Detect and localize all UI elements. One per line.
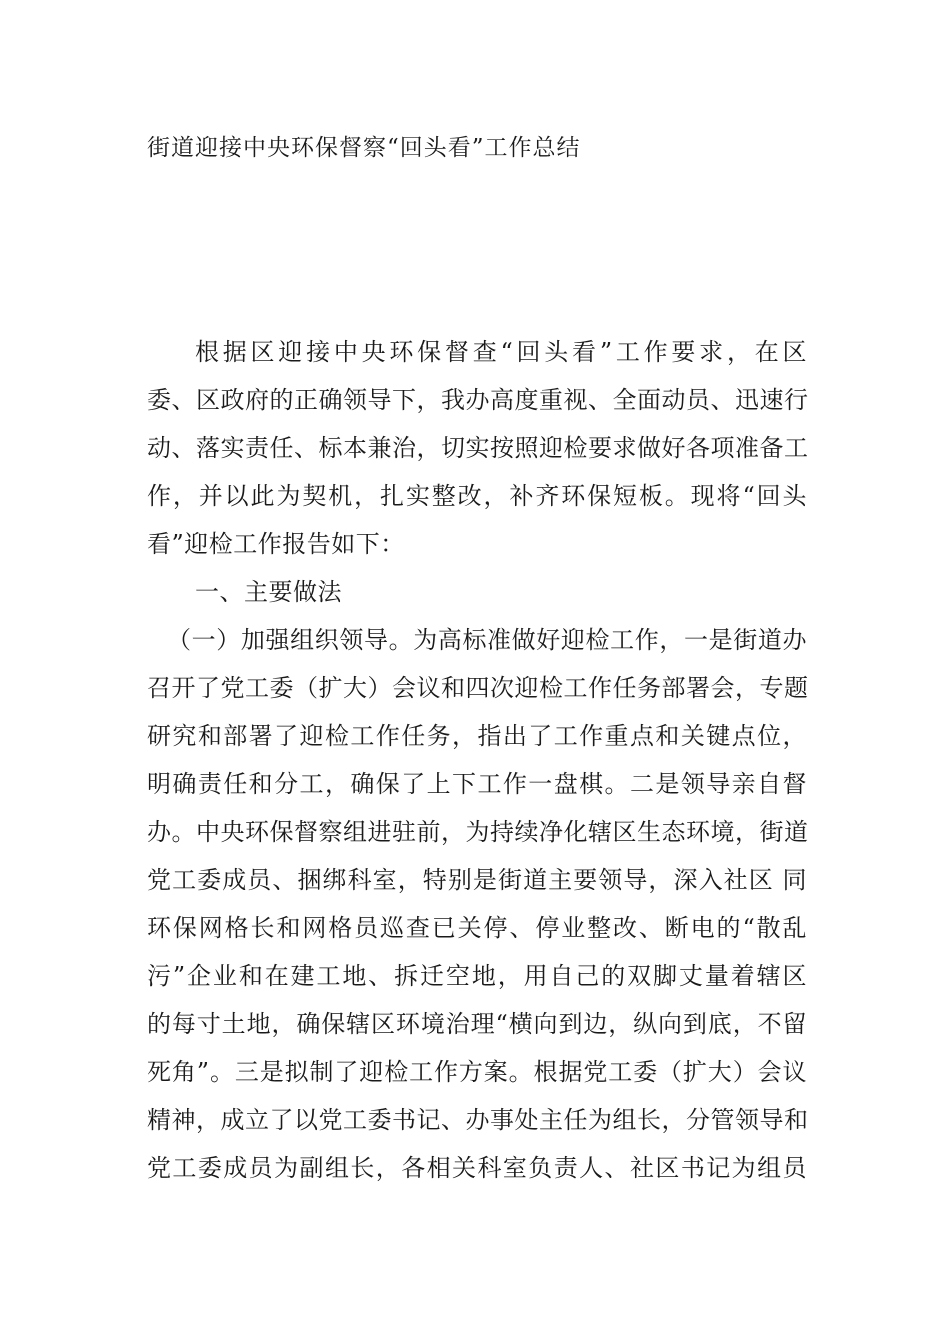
paragraph-line: 精神，成立了以党工委书记、办事处主任为组长，分管领导和 [147, 1106, 809, 1134]
paragraph-line: 明确责任和分工，确保了上下工作一盘棋。二是领导亲自督 [147, 770, 807, 798]
section-heading: 一、主要做法 [195, 578, 342, 606]
paragraph-line: 动、落实责任、标本兼治，切实按照迎检要求做好各项准备工 [147, 434, 809, 462]
paragraph-line: 委、区政府的正确领导下，我办高度重视、全面动员、迅速行 [147, 386, 809, 414]
paragraph-line: 作，并以此为契机，扎实整改，补齐环保短板。现将“回头 [147, 482, 807, 510]
document-body [147, 328, 807, 1192]
paragraph-line: 党工委成员、捆绑科室，特别是街道主要领导，深入社区 同 [147, 866, 807, 894]
paragraph-line: （一）加强组织领导。为高标准做好迎检工作，一是街道办 [167, 626, 807, 654]
paragraph-line: 研究和部署了迎检工作任务，指出了工作重点和关键点位， [147, 722, 807, 750]
document-title: 街道迎接中央环保督察“回头看”工作总结 [147, 135, 581, 161]
paragraph-line: 环保网格长和网格员巡查已关停、停业整改、断电的“散乱 [147, 914, 807, 942]
paragraph-line: 党工委成员为副组长，各相关科室负责人、社区书记为组员 [147, 1154, 807, 1182]
paragraph-line: 的每寸土地，确保辖区环境治理“横向到边，纵向到底，不留 [147, 1010, 807, 1038]
paragraph-line: 办。中央环保督察组进驻前，为持续净化辖区生态环境，街道 [147, 818, 809, 846]
paragraph-line: 召开了党工委（扩大）会议和四次迎检工作任务部署会，专题 [147, 674, 809, 702]
paragraph-line: 死角”。三是拟制了迎检工作方案。根据党工委（扩大）会议 [147, 1058, 807, 1086]
paragraph-line: 看”迎检工作报告如下： [147, 530, 405, 558]
paragraph-line: 污”企业和在建工地、拆迁空地，用自己的双脚丈量着辖区 [147, 962, 807, 990]
paragraph-line: 根据区迎接中央环保督查“回头看”工作要求，在区 [195, 338, 807, 366]
